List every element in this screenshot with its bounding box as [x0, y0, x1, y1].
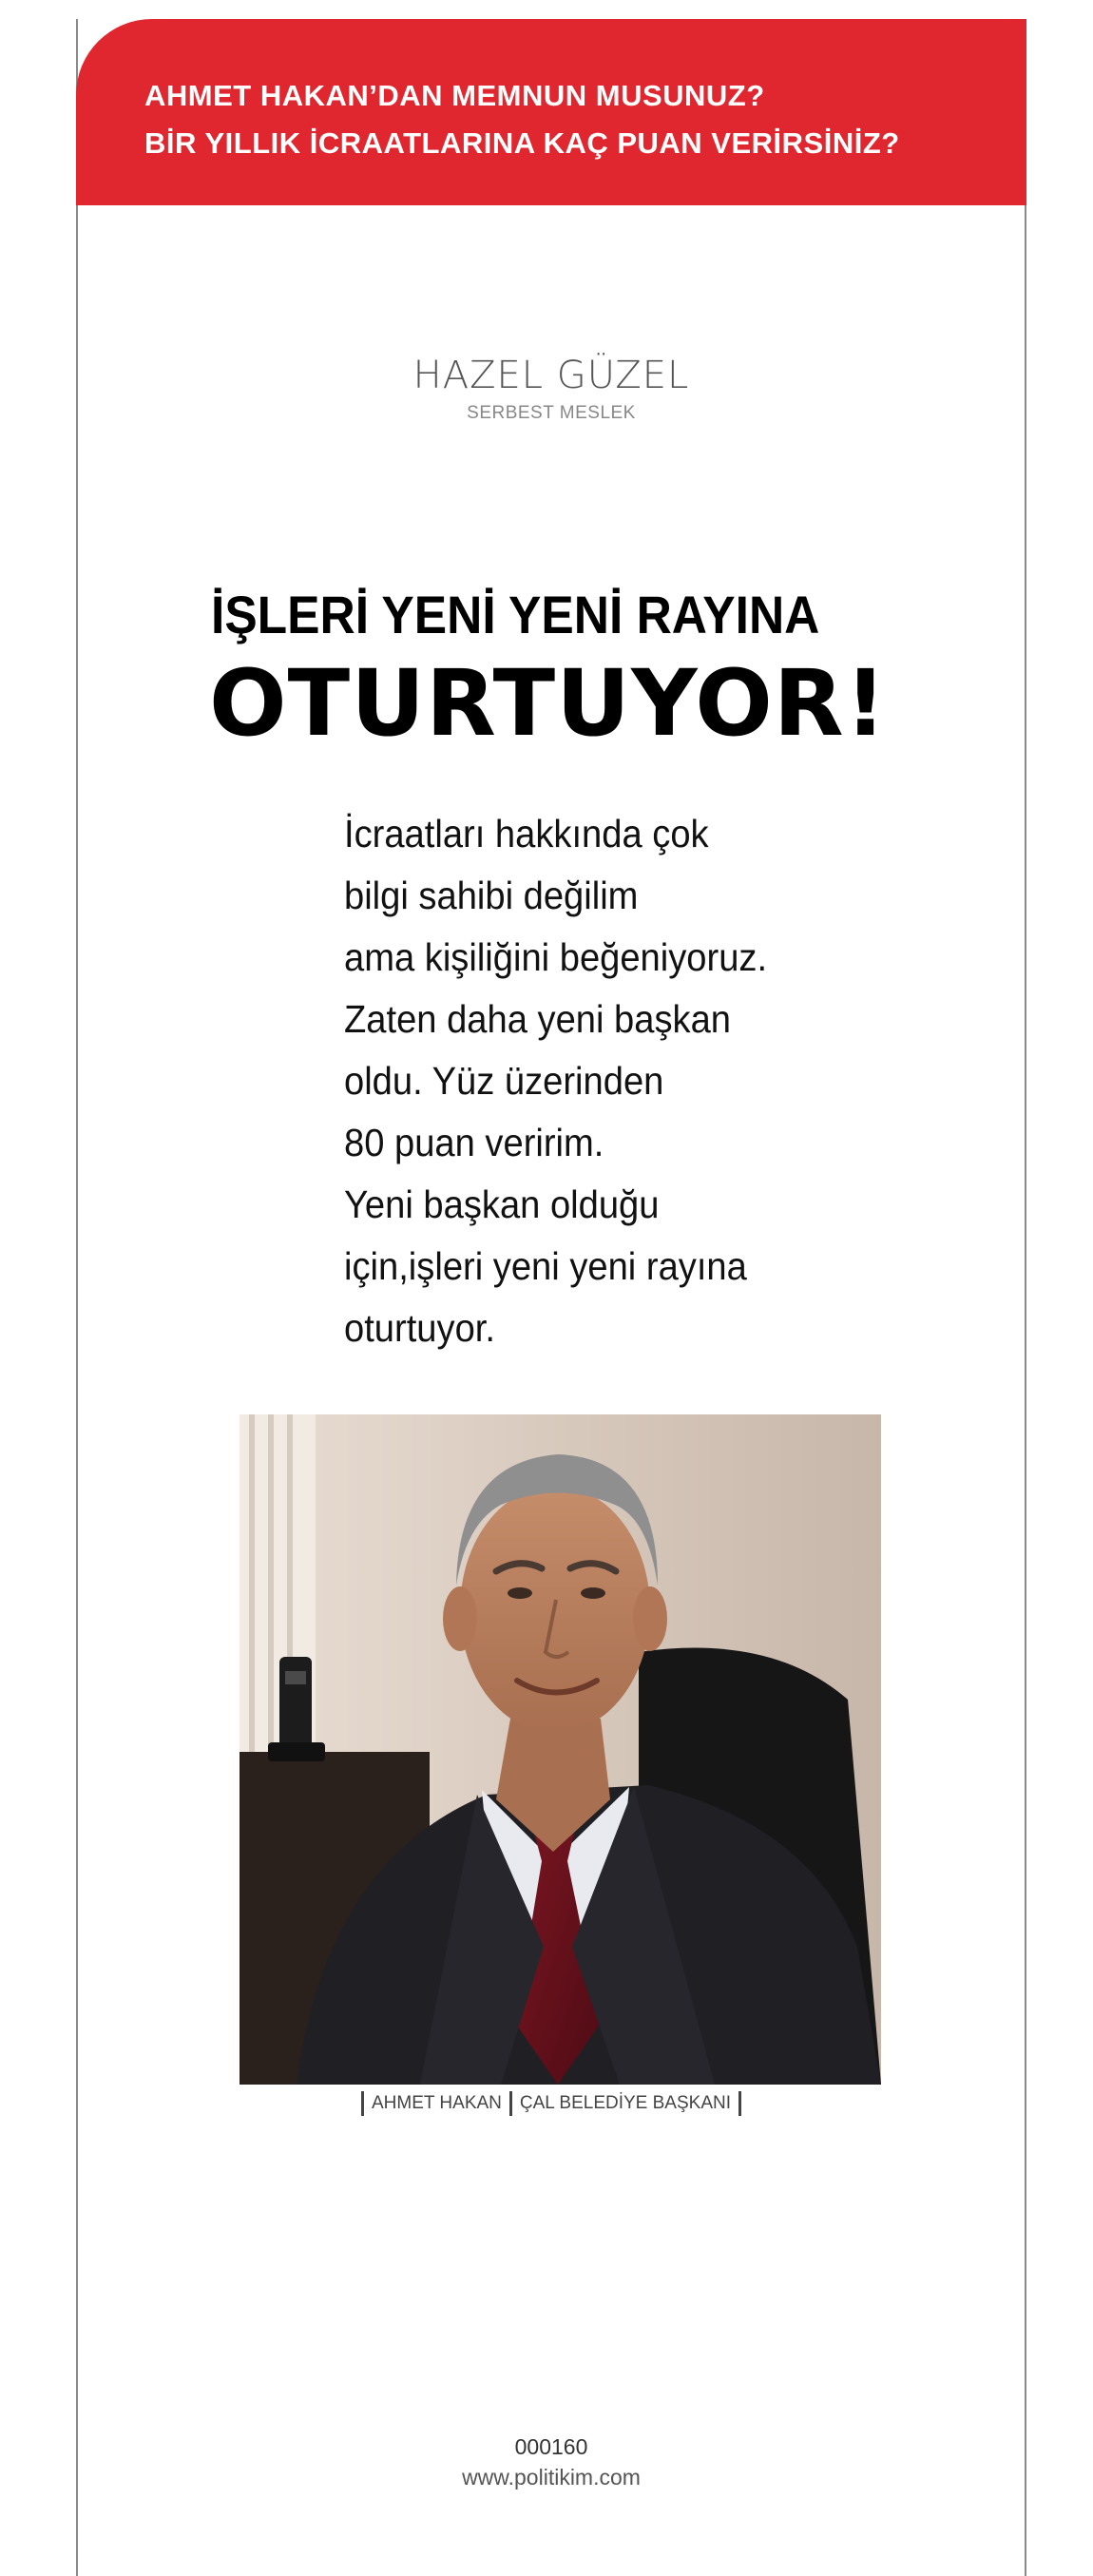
caption-title: ÇAL BELEDİYE BAŞKANI: [519, 2093, 731, 2113]
respondent-occupation: SERBEST MESLEK: [467, 403, 636, 423]
headline-line-2: OTURTUYOR!: [209, 650, 888, 757]
portrait-illustration: [240, 1414, 881, 2085]
quote-line: oturtuyor.: [344, 1306, 495, 1350]
quote-line: Yeni başkan olduğu: [344, 1182, 660, 1226]
respondent-block: [76, 352, 1026, 424]
footer-website-link[interactable]: www.politikim.com: [462, 2465, 641, 2489]
footer-code: 000160: [514, 2434, 588, 2459]
quote-line: İcraatları hakkında çok: [344, 812, 709, 855]
quote-line: için,işleri yeni yeni rayına: [344, 1244, 747, 1288]
caption-divider: [509, 2091, 512, 2116]
quote-line: Zaten daha yeni başkan: [344, 997, 732, 1041]
header-banner: [76, 19, 1026, 205]
portrait-photo: [240, 1414, 881, 2085]
quote-line: bilgi sahibi değilim: [344, 874, 639, 917]
header-question-line-1: AHMET HAKAN’DAN MEMNUN MUSUNUZ?: [144, 79, 765, 112]
caption-divider: [738, 2091, 741, 2116]
footer: [76, 2432, 1026, 2492]
quote-line: ama kişiliğini beğeniyoruz.: [344, 935, 768, 979]
photo-caption: [76, 2091, 1026, 2116]
caption-divider: [361, 2091, 364, 2116]
quote-line: 80 puan veririm.: [344, 1121, 604, 1164]
respondent-name: HAZEL GÜZEL: [412, 354, 690, 397]
caption-name: AHMET HAKAN: [371, 2093, 502, 2113]
quote-body: [344, 803, 876, 1359]
quote-line: oldu. Yüz üzerinden: [344, 1059, 664, 1103]
headline-line-1: İŞLERİ YENİ YENİ RAYINA: [211, 585, 820, 644]
header-question-line-2: BİR YILLIK İCRAATLARINA KAÇ PUAN VERİRSİNİZ?: [144, 126, 900, 160]
